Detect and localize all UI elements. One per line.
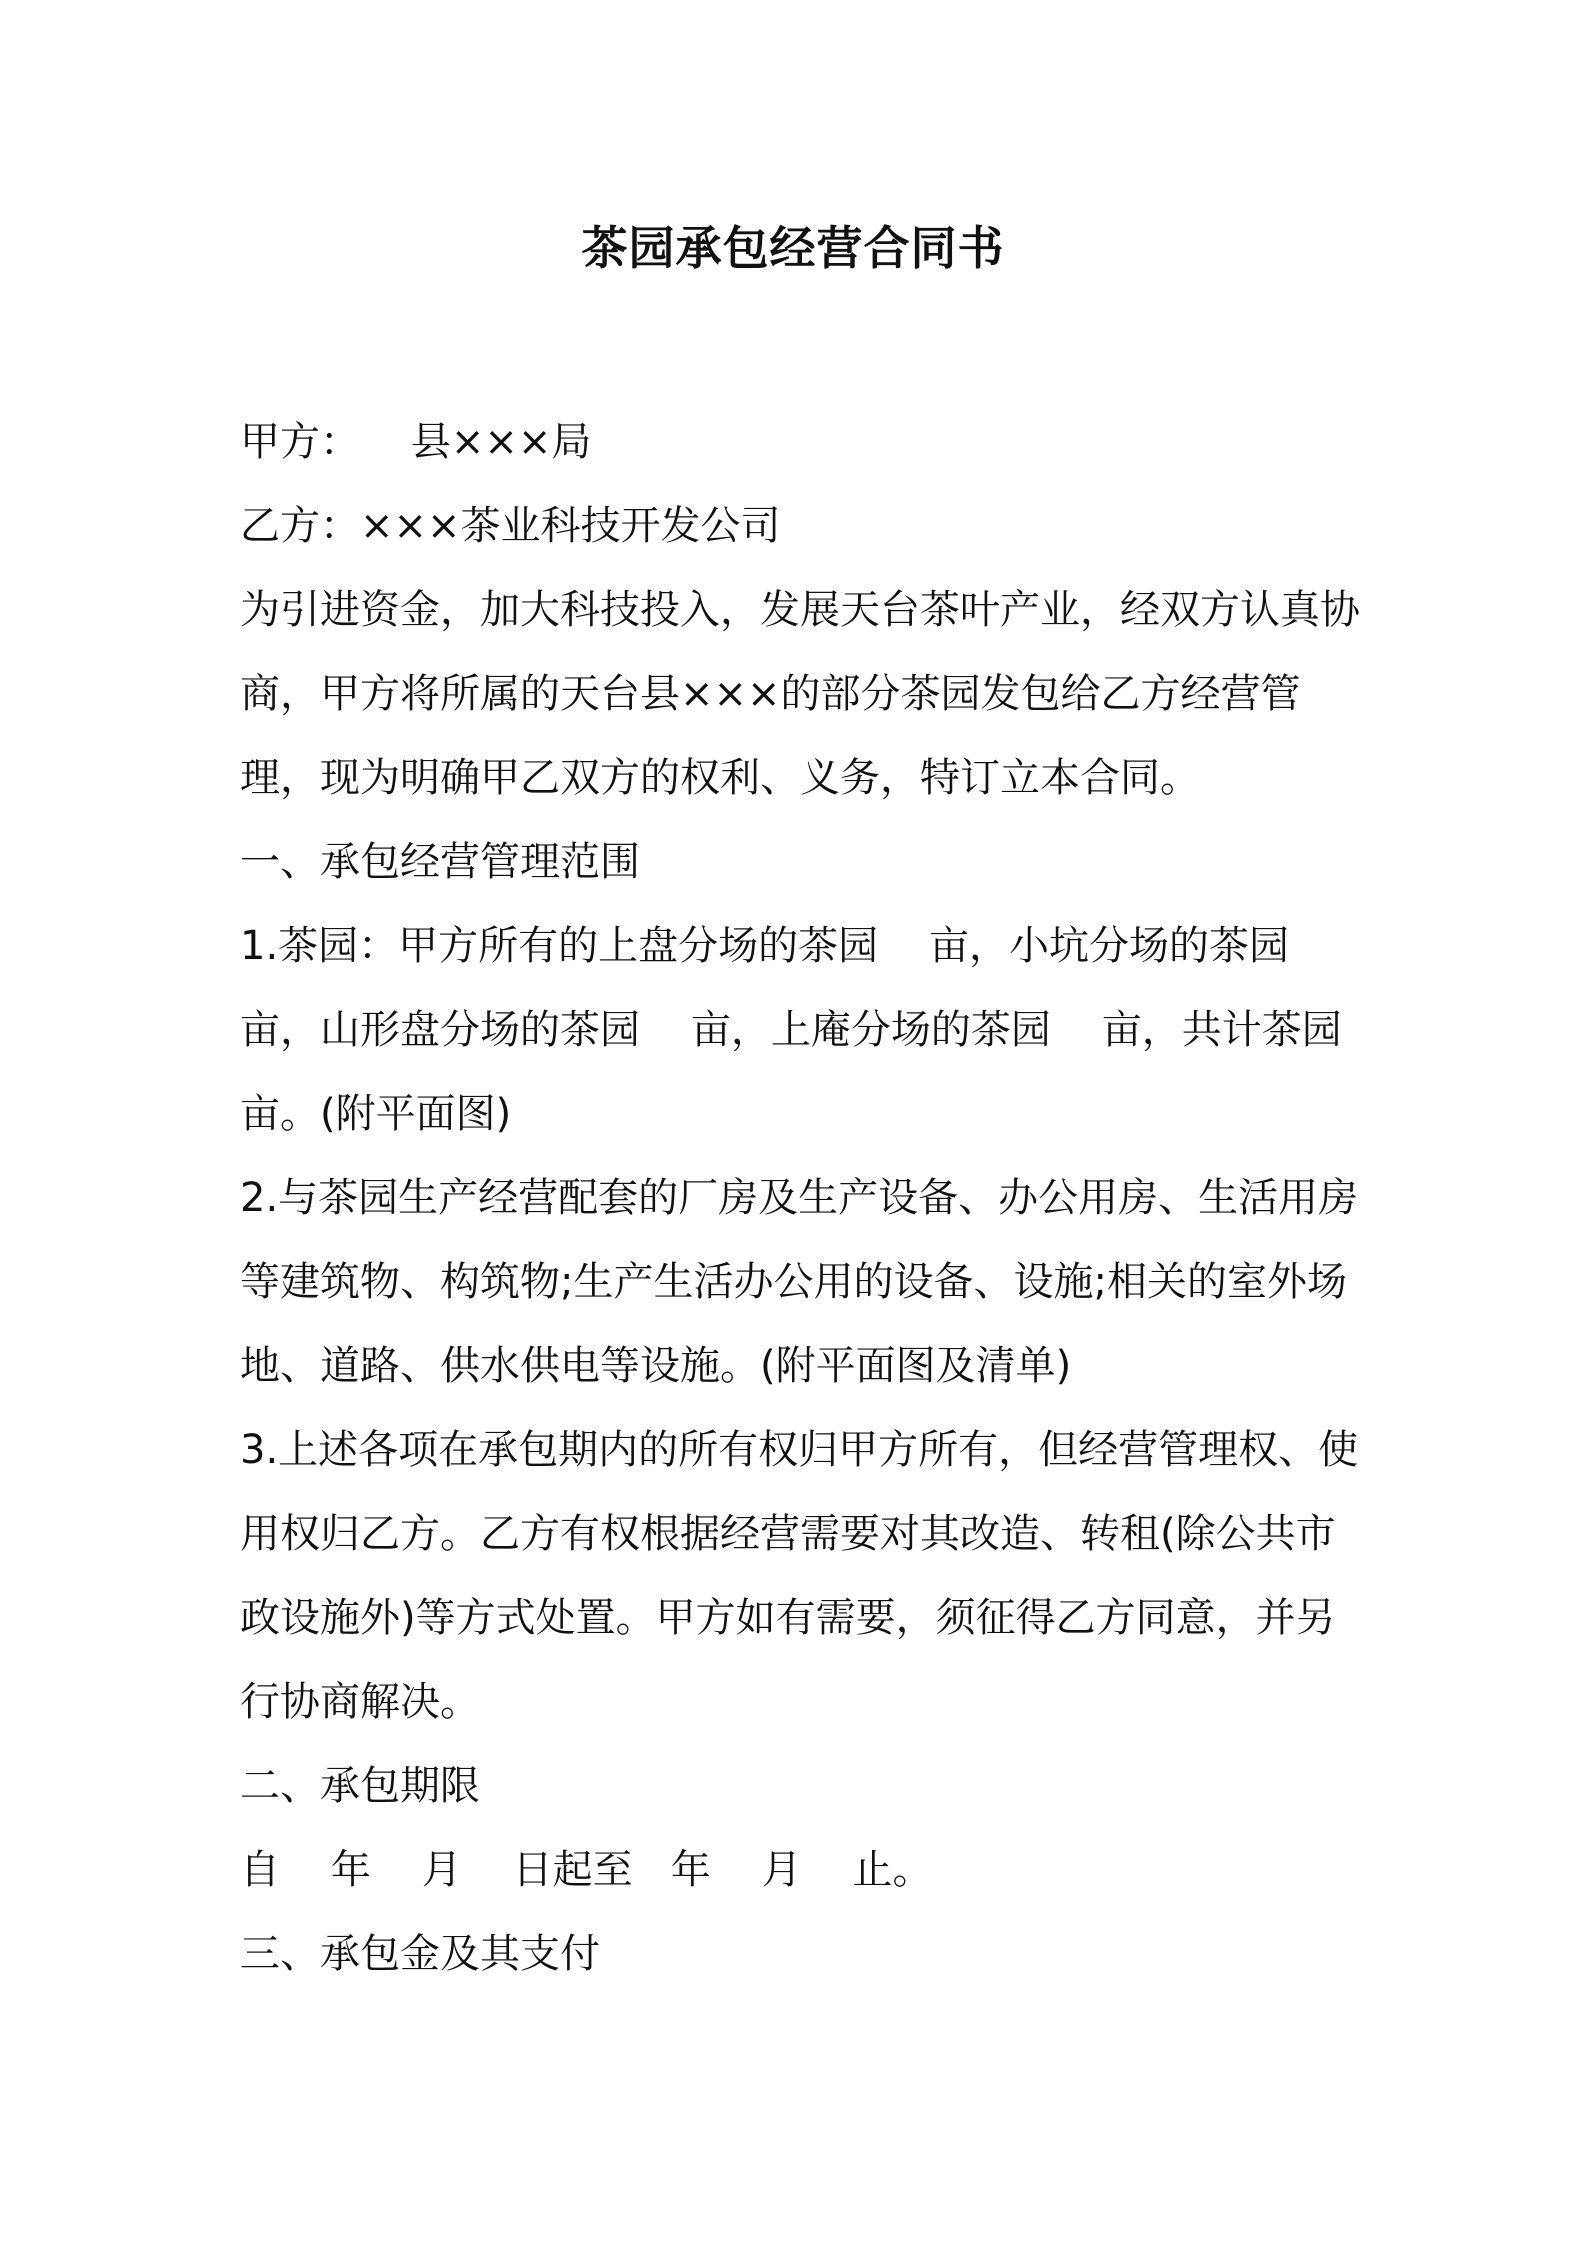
section-heading-term: 二、承包期限 <box>240 1763 480 1809</box>
preamble-paragraph: 为引进资金，加大科技投入，发展天台茶叶产业，经双方认真协商，甲方将所属的天台县×××的部分茶园发包给乙方经营管理，现为明确甲乙双方的权利、义务，特订立本合同。 <box>240 587 1360 801</box>
party-a-line: 甲方： 县×××局 <box>240 419 592 465</box>
clause-3-ownership: 3.上述各项在承包期内的所有权归甲方所有，但经营管理权、使用权归乙方。乙方有权根据经营需要对其改造、转租(除公共市政设施外)等方式处置。甲方如有需要，须征得乙方同意，并另行协商解决。 <box>240 1427 1359 1725</box>
party-b-line: 乙方：×××茶业科技开发公司 <box>240 503 781 549</box>
term-period-line: 自 年 月 日起至 年 月 止。 <box>240 1847 933 1893</box>
document-body <box>240 400 1393 1996</box>
clause-1-tea-garden: 1.茶园：甲方所有的上盘分场的茶园 亩，小坑分场的茶园亩，山形盘分场的茶园 亩，上庵分场的茶园 亩，共计茶园 亩。(附平面图) <box>240 923 1393 1137</box>
page-title: 茶园承包经营合同书 <box>581 221 1005 275</box>
section-heading-payment: 三、承包金及其支付 <box>240 1931 600 1977</box>
clause-2-facilities: 2.与茶园生产经营配套的厂房及生产设备、办公用房、生活用房等建筑物、构筑物;生产生活办公用的设备、设施;相关的室外场地、道路、供水供电等设施。(附平面图及清单) <box>240 1175 1359 1389</box>
section-heading-scope: 一、承包经营管理范围 <box>240 839 640 885</box>
